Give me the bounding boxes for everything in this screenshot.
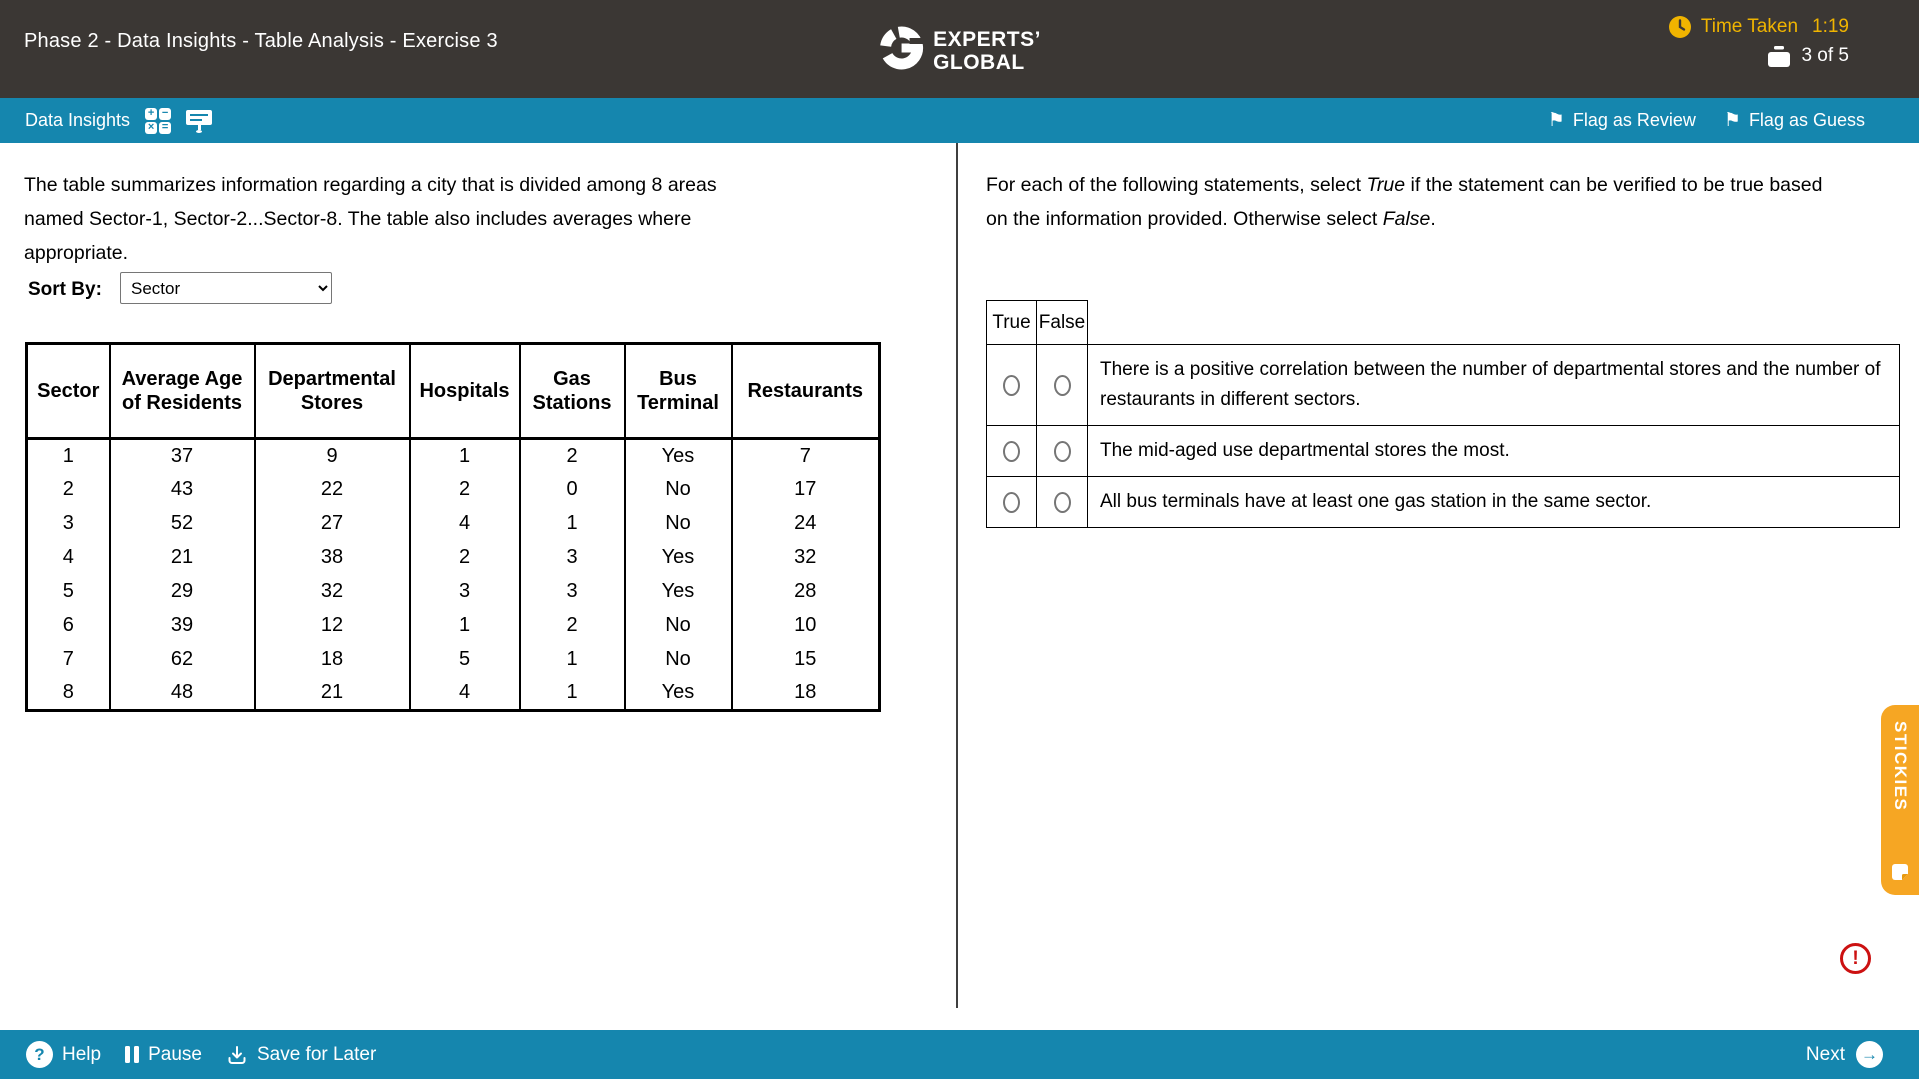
table-cell: 9: [255, 439, 410, 473]
flag-as-guess-button[interactable]: [1724, 110, 1865, 131]
panel-divider: [956, 143, 958, 1008]
stickies-label: STICKIES: [1891, 721, 1910, 812]
experts-global-logo: [878, 25, 1041, 76]
table-cell: 38: [255, 541, 410, 575]
table-row: [27, 643, 880, 677]
table-cell: 17: [732, 473, 880, 507]
table-cell: 22: [255, 473, 410, 507]
sticky-note-icon: [1890, 862, 1910, 882]
time-taken: [1669, 16, 1849, 38]
table-cell: 3: [27, 507, 110, 541]
alert-exclamation-icon[interactable]: [1840, 943, 1871, 974]
footer-left: [26, 1030, 376, 1079]
sort-by-select[interactable]: [120, 272, 332, 304]
table-cell: 10: [732, 609, 880, 643]
table-cell: 32: [255, 575, 410, 609]
calculator-icon[interactable]: [145, 108, 171, 134]
table-cell: 1: [410, 439, 520, 473]
radio-cell-false: [1037, 477, 1088, 528]
table-cell: 37: [110, 439, 255, 473]
instructions-false-word: False: [1382, 208, 1431, 230]
true-column-header: True: [987, 301, 1037, 345]
flag-guess-label: Flag as Guess: [1748, 110, 1865, 130]
radio-true[interactable]: [1003, 441, 1020, 462]
logo-g-icon: [878, 25, 924, 76]
help-button[interactable]: [26, 1041, 101, 1068]
table-row: [27, 609, 880, 643]
table-cell: 3: [410, 575, 520, 609]
table-cell: 29: [110, 575, 255, 609]
exercise-title: Phase 2 - Data Insights - Table Analysis - Exercise 3: [24, 30, 498, 52]
table-cell: 1: [27, 439, 110, 473]
column-header: Restaurants: [732, 344, 880, 439]
column-header: Sector: [27, 344, 110, 439]
toolbar-right: [1548, 98, 1865, 143]
bottom-bar: [0, 1030, 1919, 1079]
help-icon: ?: [26, 1041, 53, 1068]
statement-row: [987, 426, 1900, 477]
column-header: Bus Terminal: [625, 344, 732, 439]
flag-as-review-button[interactable]: [1548, 110, 1696, 131]
table-cell: 1: [520, 507, 625, 541]
statements-body: [987, 345, 1900, 528]
instructions-text: For each of the following statements, select: [986, 174, 1367, 196]
table-cell: 4: [27, 541, 110, 575]
flag-icon: ⚑: [1547, 110, 1565, 131]
table-cell: 5: [27, 575, 110, 609]
analysis-table-body: [27, 439, 880, 711]
radio-true[interactable]: [1003, 492, 1020, 513]
table-row: [27, 507, 880, 541]
briefcase-icon: [1767, 46, 1791, 67]
table-row: [27, 575, 880, 609]
table-cell: 2: [520, 609, 625, 643]
table-cell: 62: [110, 643, 255, 677]
radio-false[interactable]: [1054, 375, 1071, 396]
table-cell: 12: [255, 609, 410, 643]
next-button[interactable]: [1806, 1030, 1883, 1079]
column-header: Average Age of Residents: [110, 344, 255, 439]
table-cell: 2: [410, 541, 520, 575]
statement-row: [987, 345, 1900, 426]
table-cell: No: [625, 473, 732, 507]
table-cell: 21: [255, 677, 410, 711]
section-label: Data Insights: [25, 110, 131, 130]
statement-row: [987, 477, 1900, 528]
table-row: [27, 541, 880, 575]
column-header: Hospitals: [410, 344, 520, 439]
table-cell: 32: [732, 541, 880, 575]
calc-times: ×: [145, 122, 157, 134]
radio-false[interactable]: [1054, 441, 1071, 462]
save-for-later-button[interactable]: [226, 1044, 376, 1066]
table-cell: 15: [732, 643, 880, 677]
table-cell: Yes: [625, 575, 732, 609]
table-cell: 52: [110, 507, 255, 541]
table-cell: No: [625, 609, 732, 643]
time-taken-value: 1:19: [1812, 16, 1849, 37]
table-cell: Yes: [625, 677, 732, 711]
calc-equals: =: [159, 122, 171, 134]
help-label: Help: [62, 1043, 102, 1065]
table-cell: 3: [520, 541, 625, 575]
table-cell: 48: [110, 677, 255, 711]
table-cell: 24: [732, 507, 880, 541]
statement-text: All bus terminals have at least one gas station in the same sector.: [1088, 477, 1900, 528]
arrow-right-icon: →: [1856, 1041, 1883, 1068]
table-cell: Yes: [625, 439, 732, 473]
table-cell: 1: [520, 643, 625, 677]
table-cell: 6: [27, 609, 110, 643]
pause-label: Pause: [148, 1043, 202, 1065]
question-instructions: [986, 168, 1831, 236]
logo-line2: GLOBAL: [933, 50, 1025, 74]
table-cell: 1: [520, 677, 625, 711]
calc-minus: −: [159, 108, 171, 120]
analysis-table-header-row: [27, 344, 880, 439]
question-progress: [1767, 45, 1849, 67]
statement-text: There is a positive correlation between the number of departmental stores and the number of restaurants in different sectors.: [1088, 345, 1900, 426]
table-cell: 0: [520, 473, 625, 507]
pause-icon: [125, 1046, 139, 1063]
statement-column-header: [1088, 301, 1900, 345]
radio-cell-true: [987, 477, 1037, 528]
table-cell: 18: [255, 643, 410, 677]
table-cell: 2: [520, 439, 625, 473]
calc-plus: +: [145, 108, 157, 120]
table-cell: 8: [27, 677, 110, 711]
table-cell: 39: [110, 609, 255, 643]
table-cell: 27: [255, 507, 410, 541]
table-cell: 7: [732, 439, 880, 473]
logo-line1: EXPERTS’: [933, 27, 1041, 51]
table-cell: 1: [410, 609, 520, 643]
time-taken-label: Time Taken: [1700, 16, 1799, 37]
section-toolbar: [0, 98, 1919, 143]
table-row: [27, 439, 880, 473]
radio-cell-false: [1037, 426, 1088, 477]
table-cell: No: [625, 507, 732, 541]
table-cell: 21: [110, 541, 255, 575]
table-cell: 4: [410, 677, 520, 711]
table-cell: 43: [110, 473, 255, 507]
statements-table: [986, 300, 1900, 528]
table-row: [27, 473, 880, 507]
table-cell: 2: [410, 473, 520, 507]
false-column-header: False: [1037, 301, 1088, 345]
radio-cell-true: [987, 426, 1037, 477]
instructions-true-word: True: [1366, 174, 1406, 196]
statement-text: The mid-aged use departmental stores the most.: [1088, 426, 1900, 477]
column-header: Gas Stations: [520, 344, 625, 439]
logo-text: [933, 28, 1041, 74]
sort-by-label: Sort By:: [28, 279, 102, 300]
clock-icon: [1669, 16, 1691, 38]
table-row: [27, 677, 880, 711]
top-bar: [0, 0, 1919, 98]
alert-glyph: !: [1852, 947, 1859, 969]
flag-review-label: Flag as Review: [1572, 110, 1696, 130]
toolbar-left: [25, 98, 212, 143]
radio-true[interactable]: [1003, 375, 1020, 396]
analysis-table: [25, 342, 881, 712]
progress-label: 3 of 5: [1801, 45, 1849, 66]
instructions-text: .: [1430, 208, 1436, 230]
statements-header-row: [987, 301, 1900, 345]
save-label: Save for Later: [256, 1043, 377, 1065]
header-right-info: [1669, 16, 1849, 67]
pause-button[interactable]: [125, 1044, 202, 1066]
table-cell: 7: [27, 643, 110, 677]
radio-cell-true: [987, 345, 1037, 426]
table-cell: 5: [410, 643, 520, 677]
table-cell: 18: [732, 677, 880, 711]
table-cell: 28: [732, 575, 880, 609]
table-prompt-text: The table summarizes information regarding a city that is divided among 8 areas named Sector-1, Sector-2...Sector-8. The table also includes averages where appropriate.: [24, 174, 717, 264]
table-cell: 3: [520, 575, 625, 609]
table-cell: 2: [27, 473, 110, 507]
flag-icon: ⚑: [1723, 110, 1741, 131]
table-cell: No: [625, 643, 732, 677]
stickies-tab[interactable]: [1881, 705, 1919, 895]
table-cell: Yes: [625, 541, 732, 575]
radio-false[interactable]: [1054, 492, 1071, 513]
next-label: Next: [1805, 1043, 1845, 1065]
download-icon: [226, 1044, 248, 1066]
whiteboard-icon[interactable]: [186, 108, 212, 134]
table-cell: 4: [410, 507, 520, 541]
radio-cell-false: [1037, 345, 1088, 426]
instructions-text: if the statement can be verified to be true based on the information provided. Otherwise select: [986, 174, 1823, 230]
column-header: Departmental Stores: [255, 344, 410, 439]
